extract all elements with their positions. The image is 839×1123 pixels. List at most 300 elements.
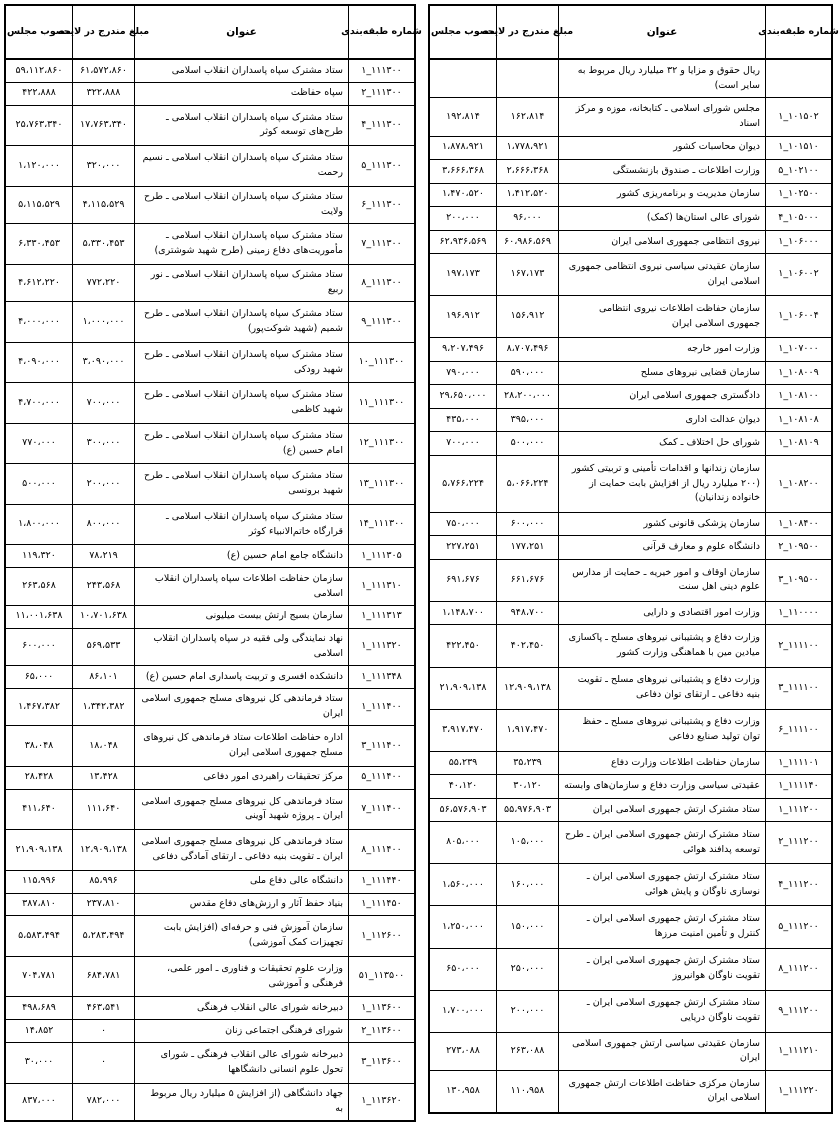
- row-bill: ۸،۷۰۷،۴۹۶: [496, 338, 558, 361]
- row-code: ۱۱۱۱۰۰_۲: [765, 625, 831, 666]
- row-bill: ۳۲۲،۸۸۸: [72, 83, 134, 105]
- table-row: [6, 767, 414, 790]
- row-code: ۱۱۱۲۲۰_۱: [765, 1071, 831, 1112]
- row-code: ۱۱۲۶۰۰_۱: [348, 916, 414, 956]
- row-title: ستاد مشترک سپاه پاسداران انقلاب اسلامی ـ قرارگاه خاتم‌الانبیاء کوثر: [134, 505, 348, 545]
- row-title: عقیدتی سیاسی وزارت دفاع و سازمان‌های وابسته: [558, 775, 765, 798]
- row-approved: ۴،۰۰۰،۰۰۰: [18, 315, 60, 327]
- row-approved: ۴۳۵،۰۰۰: [446, 413, 480, 425]
- row-title: ستاد مشترک ارتش جمهوری اسلامی ایران ـ نوسازی ناوگان و پایش هوائی: [558, 864, 765, 905]
- row-code: ۱۱۰۰۰۰_۱: [765, 602, 831, 625]
- row-title: سازمان پزشکی قانونی کشور: [558, 513, 765, 536]
- row-code: ۱۱۱۴۴۰_۱: [348, 871, 414, 893]
- table-row: [430, 1033, 831, 1071]
- header-title: عنوان: [558, 6, 765, 58]
- row-bill: ۲،۶۶۶،۳۶۸: [496, 160, 558, 183]
- row-approved: ۲۱،۹۰۹،۱۳۸: [439, 681, 487, 693]
- table-row: [6, 1084, 414, 1121]
- row-approved: ۳۸،۰۴۸: [24, 739, 54, 751]
- row-code: ۱۰۸۴۰۰_۱: [765, 513, 831, 536]
- row-approved: ۲۶۳،۵۶۸: [22, 580, 56, 592]
- row-code: ۱۱۱۳۰۵_۱: [348, 545, 414, 567]
- table-row: [430, 864, 831, 906]
- row-approved: ۱،۸۷۸،۹۲۱: [442, 141, 484, 153]
- row-bill: ۲۳۷،۸۱۰: [72, 894, 134, 916]
- row-bill: ۱،۰۰۰،۰۰۰: [72, 302, 134, 342]
- row-title: دانشگاه جامع امام حسین (ع): [134, 545, 348, 567]
- row-bill: ۶۶۱،۶۷۶: [496, 560, 558, 601]
- table-row: [430, 536, 831, 560]
- row-approved: ۱۹۲،۸۱۴: [446, 110, 480, 122]
- row-code: ۱۱۱۲۰۰_۲: [765, 822, 831, 863]
- row-approved: ۱۱۹،۳۲۰: [22, 550, 56, 562]
- row-approved: ۷۰۰،۰۰۰: [446, 437, 480, 449]
- row-approved: ۲۲۷،۲۵۱: [446, 541, 480, 553]
- budget-table-left: [4, 4, 422, 1122]
- row-bill: ۶۸۴،۷۸۱: [72, 957, 134, 997]
- row-code: ۱۰۶۰۰۰_۱: [765, 231, 831, 254]
- row-bill: ۵۰۰،۰۰۰: [496, 432, 558, 455]
- row-code: ۱۱۱۱۰۰_۶: [765, 710, 831, 751]
- row-bill: ۲۶۳،۰۸۸: [496, 1033, 558, 1070]
- table-header: [6, 6, 422, 60]
- table-row: [430, 184, 831, 208]
- table-row: [6, 545, 414, 568]
- table-row: [6, 302, 414, 343]
- row-bill: ۵،۳۳۰،۴۵۳: [72, 224, 134, 264]
- row-approved: ۴۲۲،۸۸۸: [22, 87, 56, 99]
- row-title: مجلس شورای اسلامی ـ کتابخانه، موزه و مرکز اسناد: [558, 98, 765, 135]
- table-row: [6, 916, 414, 957]
- row-title: دانشکده افسری و تربیت پاسداری امام حسین (ع): [134, 666, 348, 688]
- row-approved: ۷۵۰،۰۰۰: [446, 517, 480, 529]
- row-approved: ۴،۰۹۰،۰۰۰: [18, 356, 60, 368]
- row-code: ۱۰۸۱۰۸_۱: [765, 409, 831, 432]
- row-title: ریال حقوق و مزایا و ۳۲ میلیارد ریال مربوط به سایر است): [558, 60, 765, 97]
- table-row: [430, 710, 831, 752]
- row-code: ۱۰۱۵۰۲_۱: [765, 98, 831, 135]
- row-code: ۱۱۱۴۰۰_۵: [348, 767, 414, 789]
- row-bill: [496, 60, 558, 97]
- row-code: ۱۱۱۲۱۰_۱: [765, 1033, 831, 1070]
- row-title: ستاد مشترک سپاه پاسداران انقلاب اسلامی ـ طرح شهید رودکی: [134, 343, 348, 383]
- row-approved: ۶۰۰،۰۰۰: [22, 640, 56, 652]
- row-title: سازمان مدیریت و برنامه‌ریزی کشور: [558, 184, 765, 207]
- table-row: [430, 752, 831, 776]
- row-title: نهاد نمایندگی ولی فقیه در سپاه پاسداران انقلاب اسلامی: [134, 629, 348, 666]
- row-bill: ۲۵۰،۰۰۰: [496, 949, 558, 990]
- row-code: ۱۰۸۰۰۹_۱: [765, 362, 831, 385]
- table-row: [6, 464, 414, 505]
- row-bill: ۷۰۰،۰۰۰: [72, 383, 134, 423]
- row-bill: ۱۵۶،۹۱۲: [496, 296, 558, 337]
- row-approved: ۶۲،۹۳۶،۵۶۹: [439, 235, 487, 247]
- row-bill: ۱۶۲،۸۱۴: [496, 98, 558, 135]
- row-code: ۱۰۶۰۰۴_۱: [765, 296, 831, 337]
- row-code: ۱۱۱۳۰۰_۱۳: [348, 464, 414, 504]
- row-title: ستاد مشترک ارتش جمهوری اسلامی ایران: [558, 799, 765, 822]
- budget-table-right: [428, 4, 839, 1114]
- row-bill: ۱۰،۷۰۱،۶۳۸: [72, 606, 134, 628]
- row-bill: ۷۷۲،۲۲۰: [72, 265, 134, 302]
- row-code: ۱۰۹۵۰۰_۲: [765, 536, 831, 559]
- table-row: [6, 871, 414, 894]
- table-row: [430, 560, 831, 602]
- table-row: [430, 456, 831, 513]
- row-title: سازمان حفاظت اطلاعات وزارت دفاع: [558, 752, 765, 775]
- row-title: شورای عالی استان‌ها (کمک): [558, 207, 765, 230]
- row-approved: ۶۹۱،۶۷۶: [446, 574, 480, 585]
- row-code: ۱۱۱۳۰۰_۸: [348, 265, 414, 302]
- table-row: [6, 224, 414, 265]
- row-code: ۱۰۶۰۰۲_۱: [765, 254, 831, 295]
- row-title: بنیاد حفظ آثار و ارزش‌های دفاع مقدس: [134, 894, 348, 916]
- row-code: ۱۱۱۳۰۰_۲: [348, 83, 414, 105]
- row-approved: ۴۹۸،۶۸۹: [22, 1001, 56, 1013]
- row-code: ۱۰۲۵۰۰_۱: [765, 184, 831, 207]
- row-approved: ۱،۲۵۰،۰۰۰: [442, 920, 484, 932]
- row-code: ۱۰۱۵۱۰_۱: [765, 137, 831, 160]
- row-approved: ۱،۱۴۸،۷۰۰: [442, 606, 484, 618]
- row-approved: ۹،۲۰۷،۴۹۶: [442, 343, 484, 355]
- row-approved: ۵۰۰،۰۰۰: [22, 477, 56, 489]
- row-bill: ۱،۷۷۸،۹۲۱: [496, 137, 558, 160]
- row-title: ستاد مشترک سپاه پاسداران انقلاب اسلامی ـ طرح شهید کاظمی: [134, 383, 348, 423]
- row-code: ۱۱۱۲۰۰_۱: [765, 799, 831, 822]
- table-row: [6, 606, 414, 629]
- row-approved: ۱۳۰،۹۵۸: [446, 1085, 480, 1097]
- row-bill: ۰: [72, 1020, 134, 1042]
- row-approved: ۱،۱۲۰،۰۰۰: [18, 159, 60, 171]
- row-title: سازمان مرکزی حفاظت اطلاعات ارتش جمهوری اسلامی ایران: [558, 1071, 765, 1112]
- row-code: ۱۱۱۳۰۰_۷: [348, 224, 414, 264]
- row-code: ۱۰۲۱۰۰_۵: [765, 160, 831, 183]
- row-bill: ۱۶۰،۰۰۰: [496, 864, 558, 905]
- row-code: ۱۱۱۳۰۰_۴: [348, 106, 414, 146]
- row-bill: ۳،۰۹۰،۰۰۰: [72, 343, 134, 383]
- row-title: سازمان عقیدتی سیاسی ارتش جمهوری اسلامی ایران: [558, 1033, 765, 1070]
- row-bill: ۴۰۲،۴۵۰: [496, 625, 558, 666]
- row-code: ۱۱۱۴۰۰_۳: [348, 726, 414, 766]
- row-approved: ۸۳۷،۰۰۰: [22, 1095, 56, 1107]
- row-approved: ۲۱،۹۰۹،۱۳۸: [15, 843, 63, 855]
- row-title: وزارت دفاع و پشتیبانی نیروهای مسلح ـ پاکسازی میادین مین با هماهنگی وزارت کشور: [558, 625, 765, 666]
- row-bill: ۱۱۰،۹۵۸: [496, 1071, 558, 1112]
- table-row: [430, 60, 831, 98]
- row-title: سازمان بسیج ارتش بیست میلیونی: [134, 606, 348, 628]
- row-approved: ۴۲۲،۴۵۰: [446, 639, 480, 651]
- row-bill: ۰: [72, 1043, 134, 1083]
- row-approved: ۲۹،۶۵۰،۰۰۰: [439, 390, 487, 402]
- table-row: [430, 385, 831, 409]
- row-bill: ۴،۱۱۵،۵۲۹: [72, 187, 134, 224]
- row-approved: ۵۶،۵۷۶،۹۰۳: [439, 803, 487, 815]
- table-row: [430, 991, 831, 1033]
- row-title: سپاه حفاظت: [134, 83, 348, 105]
- row-approved: ۳،۹۱۷،۴۷۰: [442, 723, 484, 735]
- header-approved: مصوب مجلس: [430, 25, 496, 37]
- row-bill: ۱۸،۰۴۸: [72, 726, 134, 766]
- table-row: [430, 338, 831, 362]
- table-row: [6, 106, 414, 147]
- row-approved: ۵،۱۱۵،۵۲۹: [18, 198, 60, 210]
- row-title: ستاد مشترک ارتش جمهوری اسلامی ایران ـ کنترل و تأمین امنیت مرزها: [558, 906, 765, 947]
- row-bill: ۵،۰۶۶،۲۲۴: [496, 456, 558, 512]
- row-code: ۱۱۱۲۰۰_۹: [765, 991, 831, 1032]
- row-code: ۱۱۱۳۲۰_۱: [348, 629, 414, 666]
- row-bill: ۱۲،۹۰۹،۱۳۸: [496, 668, 558, 709]
- row-title: وزارت امور اقتصادی و دارایی: [558, 602, 765, 625]
- row-code: ۱۱۳۶۰۰_۳: [348, 1043, 414, 1083]
- row-bill: ۷۸۲،۰۰۰: [72, 1084, 134, 1121]
- row-bill: ۳۲۰،۰۰۰: [72, 146, 134, 186]
- row-bill: ۱۱۱،۶۴۰: [72, 790, 134, 830]
- row-approved: ۲۷۳،۰۸۸: [446, 1044, 480, 1056]
- row-bill: ۳۰۰،۰۰۰: [72, 424, 134, 464]
- row-approved: ۱۹۶،۹۱۲: [446, 310, 480, 322]
- table-row: [6, 568, 414, 606]
- table-row: [6, 1020, 414, 1043]
- row-bill: ۱،۹۱۷،۴۷۰: [496, 710, 558, 751]
- row-approved: ۳۰،۰۰۰: [24, 1056, 54, 1068]
- row-bill: ۴۶۳،۵۴۱: [72, 997, 134, 1019]
- row-code: ۱۱۱۲۰۰_۴: [765, 864, 831, 905]
- table-row: [430, 906, 831, 948]
- row-code: ۱۰۷۰۰۰_۱: [765, 338, 831, 361]
- row-title: شورای حل اختلاف ـ کمک: [558, 432, 765, 455]
- row-bill: ۲۰۰،۰۰۰: [72, 464, 134, 504]
- row-bill: ۳۰،۱۲۰: [496, 775, 558, 798]
- table-row: [6, 424, 414, 465]
- row-bill: ۱،۳۴۲،۳۸۲: [72, 689, 134, 726]
- row-title: وزارت علوم تحقیقات و فناوری ـ امور علمی، فرهنگی و آموزشی: [134, 957, 348, 997]
- row-title: دیوان عدالت اداری: [558, 409, 765, 432]
- row-code: ۱۱۱۱۰۰_۳: [765, 668, 831, 709]
- row-code: [765, 60, 831, 97]
- row-approved: ۵۵،۲۳۹: [448, 756, 478, 768]
- row-bill: ۱۰۵،۰۰۰: [496, 822, 558, 863]
- row-code: ۱۱۱۳۰۰_۶: [348, 187, 414, 224]
- row-approved: ۲۸،۴۲۸: [24, 771, 54, 783]
- row-approved: ۱۴،۸۵۲: [24, 1024, 54, 1036]
- table-row: [430, 296, 831, 338]
- row-approved: ۱۱،۰۰۱،۶۳۸: [15, 610, 63, 622]
- table-row: [6, 666, 414, 689]
- table-row: [430, 668, 831, 710]
- row-code: ۱۱۱۳۰۰_۱۱: [348, 383, 414, 423]
- table-row: [430, 432, 831, 456]
- table-row: [430, 822, 831, 864]
- table-row: [430, 160, 831, 184]
- table-row: [430, 254, 831, 296]
- row-approved: ۶۵،۰۰۰: [24, 670, 54, 682]
- row-code: ۱۱۱۳۱۰_۱: [348, 568, 414, 605]
- row-approved: ۱،۷۰۰،۰۰۰: [442, 1004, 484, 1016]
- header-code: شماره طبقه‌بندی: [765, 6, 831, 58]
- row-bill: ۳۵،۲۳۹: [496, 752, 558, 775]
- row-approved: ۷۷۰،۰۰۰: [22, 437, 56, 449]
- row-code: ۱۰۹۵۰۰_۳: [765, 560, 831, 601]
- row-approved: ۱۹۷،۱۷۳: [446, 268, 480, 280]
- table-row: [430, 625, 831, 667]
- row-title: دیوان محاسبات کشور: [558, 137, 765, 160]
- row-code: ۱۱۱۳۰۰_۵: [348, 146, 414, 186]
- table-row: [430, 207, 831, 231]
- row-approved: [430, 60, 496, 97]
- row-bill: ۵،۲۸۳،۴۹۴: [72, 916, 134, 956]
- row-title: شورای فرهنگی اجتماعی زنان: [134, 1020, 348, 1042]
- table-header: [430, 6, 839, 60]
- row-approved: ۴،۷۰۰،۰۰۰: [18, 396, 60, 408]
- table-row: [430, 98, 831, 136]
- row-title: دبیرخانه شورای عالی انقلاب فرهنگی ـ شورای تحول علوم انسانی دانشگاهها: [134, 1043, 348, 1083]
- table-row: [6, 187, 414, 225]
- row-code: ۱۱۱۴۰۰_۱: [348, 689, 414, 726]
- row-title: ستاد مشترک ارتش جمهوری اسلامی ایران ـ تقویت ناوگان هوانیروز: [558, 949, 765, 990]
- row-code: ۱۱۱۳۴۸_۱: [348, 666, 414, 688]
- row-code: ۱۱۱۲۰۰_۸: [765, 949, 831, 990]
- table-row: [6, 60, 414, 83]
- row-approved: ۶۵۰،۰۰۰: [446, 962, 480, 974]
- row-title: وزارت دفاع و پشتیبانی نیروهای مسلح ـ تقویت بنیه دفاعی ـ ارتقای توان دفاعی: [558, 668, 765, 709]
- row-bill: ۱،۴۱۲،۵۲۰: [496, 184, 558, 207]
- row-approved: ۸۰۵،۰۰۰: [446, 836, 480, 848]
- header-title: عنوان: [134, 6, 348, 58]
- row-code: ۱۱۳۶۲۰_۱: [348, 1084, 414, 1121]
- row-approved: ۱،۸۰۰،۰۰۰: [18, 518, 60, 530]
- row-title: اداره حفاظت اطلاعات ستاد فرماندهی کل نیروهای مسلح جمهوری اسلامی ایران: [134, 726, 348, 766]
- row-bill: ۱۷،۷۶۳،۳۴۰: [72, 106, 134, 146]
- table-row: [6, 997, 414, 1020]
- row-code: ۱۱۳۶۰۰_۱: [348, 997, 414, 1019]
- header-code: شماره طبقه‌بندی: [348, 6, 414, 58]
- table-row: [6, 265, 414, 303]
- row-approved: ۱،۴۶۷،۳۸۲: [18, 700, 60, 712]
- row-bill: ۶۰۰،۰۰۰: [496, 513, 558, 536]
- row-approved: ۴۰،۱۲۰: [448, 780, 478, 792]
- row-code: ۱۱۱۱۴۰_۱: [765, 775, 831, 798]
- row-approved: ۷۹۰،۰۰۰: [446, 366, 480, 378]
- row-title: ستاد مشترک سپاه پاسداران انقلاب اسلامی ـ طرح شهید برونسی: [134, 464, 348, 504]
- header-bill: مبلغ مندرج در لایحه: [72, 6, 134, 58]
- table-row: [430, 949, 831, 991]
- row-title: سازمان قضایی نیروهای مسلح: [558, 362, 765, 385]
- row-title: دانشگاه علوم و معارف قرآنی: [558, 536, 765, 559]
- header-approved: مصوب مجلس: [6, 25, 72, 37]
- header-bill: مبلغ مندرج در لایحه: [496, 6, 558, 58]
- row-title: ستاد مشترک سپاه پاسداران انقلاب اسلامی: [134, 60, 348, 82]
- row-bill: ۱۷۷،۲۵۱: [496, 536, 558, 559]
- table-row: [6, 505, 414, 546]
- row-title: ستاد مشترک سپاه پاسداران انقلاب اسلامی ـ طرح‌های توسعه کوثر: [134, 106, 348, 146]
- row-approved: ۵،۷۶۶،۲۲۴: [442, 477, 484, 489]
- table-row: [430, 799, 831, 823]
- row-bill: ۹۶،۰۰۰: [496, 207, 558, 230]
- row-title: ستاد فرماندهی کل نیروهای مسلح جمهوری اسلامی ایران: [134, 689, 348, 726]
- row-title: وزارت امور خارجه: [558, 338, 765, 361]
- row-title: ستاد مشترک ارتش جمهوری اسلامی ایران ـ تقویت ناوگان دریایی: [558, 991, 765, 1032]
- table-row: [6, 830, 414, 871]
- row-code: ۱۰۸۱۰۹_۱: [765, 432, 831, 455]
- row-bill: ۵۵،۹۷۶،۹۰۳: [496, 799, 558, 822]
- row-approved: ۱۱۵،۹۹۶: [22, 875, 56, 887]
- table-row: [6, 957, 414, 998]
- row-title: نیروی انتظامی جمهوری اسلامی ایران: [558, 231, 765, 254]
- row-code: ۱۱۱۴۰۰_۷: [348, 790, 414, 830]
- row-title: ستاد فرماندهی کل نیروهای مسلح جمهوری اسلامی ایران ـ پروژه شهید آوینی: [134, 790, 348, 830]
- row-bill: ۲۴۳،۵۶۸: [72, 568, 134, 605]
- row-title: دبیرخانه شورای عالی انقلاب فرهنگی: [134, 997, 348, 1019]
- row-bill: ۲۰۰،۰۰۰: [496, 991, 558, 1032]
- row-code: ۱۱۱۳۱۳_۱: [348, 606, 414, 628]
- row-approved: ۲۰۰،۰۰۰: [446, 212, 480, 223]
- row-approved: ۷۰۴،۷۸۱: [22, 970, 56, 982]
- row-code: ۱۱۱۳۰۰_۱۰: [348, 343, 414, 383]
- row-bill: ۱۵۰،۰۰۰: [496, 906, 558, 947]
- table-row: [6, 629, 414, 667]
- row-title: دادگستری جمهوری اسلامی ایران: [558, 385, 765, 408]
- row-approved: ۴۱۱،۶۴۰: [22, 803, 56, 815]
- row-bill: ۱۳،۴۲۸: [72, 767, 134, 789]
- row-bill: ۵۶۹،۵۳۳: [72, 629, 134, 666]
- row-approved: ۳،۶۶۶،۳۶۸: [442, 164, 484, 176]
- row-approved: ۵۹،۱۱۲،۸۶۰: [15, 64, 63, 76]
- row-title: سازمان عقیدتی سیاسی نیروی انتظامی جمهوری اسلامی ایران: [558, 254, 765, 295]
- row-title: مرکز تحقیقات راهبردی امور دفاعی: [134, 767, 348, 789]
- row-code: ۱۱۱۳۰۰_۱: [348, 60, 414, 82]
- row-approved: ۵،۵۸۳،۴۹۴: [18, 929, 60, 941]
- row-bill: ۸۵،۹۹۶: [72, 871, 134, 893]
- row-bill: ۶۰،۹۸۶،۵۶۹: [496, 231, 558, 254]
- row-code: ۱۱۱۳۰۰_۹: [348, 302, 414, 342]
- row-bill: ۷۸،۲۱۹: [72, 545, 134, 567]
- row-bill: ۹۴۸،۷۰۰: [496, 602, 558, 625]
- row-title: ستاد فرماندهی کل نیروهای مسلح جمهوری اسلامی ایران ـ تقویت بنیه دفاعی ـ ارتقای آمادگی دفاعی: [134, 830, 348, 870]
- row-title: ستاد مشترک سپاه پاسداران انقلاب اسلامی ـ نسیم رحمت: [134, 146, 348, 186]
- row-title: ستاد مشترک سپاه پاسداران انقلاب اسلامی ـ نور ربیع: [134, 265, 348, 302]
- row-title: سازمان اوقاف و امور خیریه ـ حمایت از مدارس علوم دینی اهل سنت: [558, 560, 765, 601]
- table-row: [430, 362, 831, 386]
- row-title: ستاد مشترک ارتش جمهوری اسلامی ایران ـ طرح توسعه پدافند هوائی: [558, 822, 765, 863]
- row-title: سازمان زندانها و اقدامات تأمینی و تربیتی کشور (۲۰۰ میلیارد ریال از افزایش بابت حمایت از خانواده زندانیان): [558, 456, 765, 512]
- row-title: ستاد مشترک سپاه پاسداران انقلاب اسلامی ـ مأموریت‌های دفاع زمینی (طرح شهید شوشتری): [134, 224, 348, 264]
- table-row: [6, 146, 414, 187]
- row-title: وزارت اطلاعات ـ صندوق بازنشستگی: [558, 160, 765, 183]
- row-code: ۱۱۱۴۰۰_۸: [348, 830, 414, 870]
- table-row: [6, 790, 414, 831]
- row-bill: ۸۶،۱۰۱: [72, 666, 134, 688]
- row-approved: ۲۵،۷۶۳،۳۴۰: [15, 118, 63, 130]
- row-code: ۱۰۸۱۰۰_۱: [765, 385, 831, 408]
- row-approved: ۱،۵۶۰،۰۰۰: [442, 878, 484, 890]
- table-row: [430, 1071, 831, 1112]
- row-code: ۱۱۱۴۵۰_۱: [348, 894, 414, 916]
- row-bill: ۲۸،۲۰۰،۰۰۰: [496, 385, 558, 408]
- table-row: [6, 689, 414, 727]
- row-code: ۱۱۳۵۰۰_۵۱: [348, 957, 414, 997]
- row-code: ۱۰۸۲۰۰_۱: [765, 456, 831, 512]
- row-approved: ۱،۴۷۰،۵۲۰: [442, 188, 484, 200]
- row-bill: ۵۹۰،۰۰۰: [496, 362, 558, 385]
- table-row: [6, 726, 414, 767]
- row-title: وزارت دفاع و پشتیبانی نیروهای مسلح ـ حفظ توان تولید صنایع دفاعی: [558, 710, 765, 751]
- row-bill: ۳۹۵،۰۰۰: [496, 409, 558, 432]
- table-row: [430, 602, 831, 626]
- table-row: [6, 894, 414, 917]
- row-code: ۱۱۱۳۰۰_۱۲: [348, 424, 414, 464]
- row-title: دانشگاه عالی دفاع ملی: [134, 871, 348, 893]
- row-code: ۱۱۱۲۰۰_۵: [765, 906, 831, 947]
